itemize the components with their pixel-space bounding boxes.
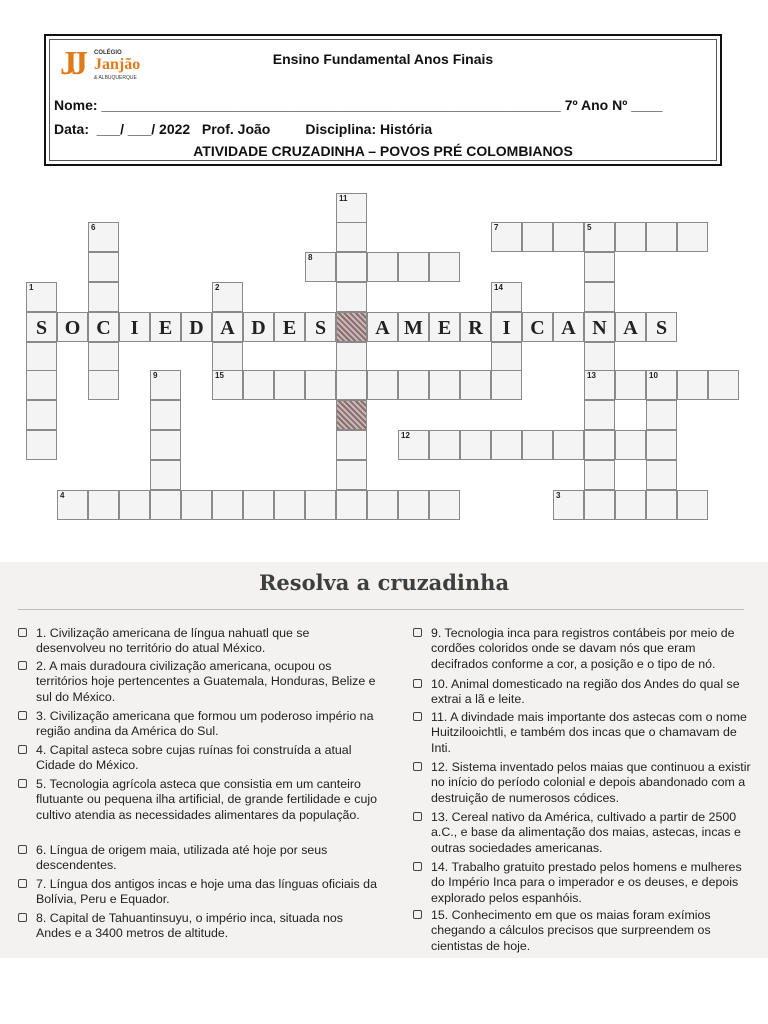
crossword-cell[interactable] — [491, 370, 522, 400]
crossword-cell[interactable] — [305, 370, 336, 400]
crossword-cell[interactable] — [119, 312, 150, 342]
checkbox-icon[interactable] — [18, 661, 27, 670]
crossword-cell[interactable] — [88, 222, 119, 252]
checkbox-icon[interactable] — [413, 712, 422, 721]
crossword-cell[interactable] — [615, 430, 646, 460]
phrase-letter: A — [623, 317, 638, 339]
crossword-cell[interactable] — [429, 490, 460, 520]
checkbox-icon[interactable] — [413, 628, 422, 637]
clues-panel — [0, 562, 768, 958]
crossword-cell[interactable] — [429, 252, 460, 282]
crossword-cell[interactable] — [150, 370, 181, 400]
clue-item[interactable]: 5. Tecnologia agrícola asteca que consistia em um canteiro flutuante ou pequena ilha artificial, de grande fertilidade e cujo cultivo atendia as necessidades alimentares da população. — [18, 777, 378, 823]
crossword-cell[interactable] — [367, 312, 398, 342]
crossword-cell[interactable] — [677, 370, 708, 400]
clue-item[interactable]: 1. Civilização americana de língua nahuatl que se desenvolveu no território do atual México. — [18, 626, 378, 657]
crossword-cell[interactable] — [553, 222, 584, 252]
crossword-cell[interactable] — [553, 430, 584, 460]
crossword-cell[interactable] — [429, 312, 460, 342]
clue-number: 14 — [494, 283, 503, 292]
crossword-cell[interactable] — [305, 490, 336, 520]
phrase-letter: M — [404, 317, 423, 339]
crossword-cell[interactable] — [584, 282, 615, 312]
phrase-letter: R — [468, 317, 483, 339]
clue-item[interactable]: 10. Animal domesticado na região dos Andes do qual se extrai a lã e leite. — [413, 677, 753, 708]
crossword-cell[interactable] — [26, 430, 57, 460]
crossword-cell[interactable] — [57, 312, 88, 342]
crossword-cell[interactable] — [336, 370, 367, 400]
crossword-cell[interactable] — [615, 370, 646, 400]
crossword-cell[interactable] — [398, 370, 429, 400]
crossword-cell[interactable] — [243, 312, 274, 342]
logo-school-name: Janjão — [94, 56, 141, 73]
clue-item[interactable]: 7. Língua dos antigos incas e hoje uma das línguas oficiais da Bolívia, Peru e Equador. — [18, 877, 378, 908]
phrase-letter: C — [530, 317, 545, 339]
checkbox-icon[interactable] — [18, 711, 27, 720]
crossword-cell[interactable] — [274, 312, 305, 342]
blocked-cell — [336, 400, 367, 430]
phrase-letter: O — [64, 317, 81, 339]
logo-small-top: COLÉGIO — [94, 50, 122, 56]
clue-number: 10 — [649, 371, 658, 380]
crossword-cell[interactable] — [150, 490, 181, 520]
crossword-cell[interactable] — [584, 460, 615, 490]
crossword-cell[interactable] — [677, 222, 708, 252]
crossword-cell[interactable] — [88, 252, 119, 282]
phrase-letter: S — [314, 317, 327, 339]
clues-divider — [18, 609, 744, 610]
phrase-letter: A — [375, 317, 390, 339]
crossword-cell[interactable] — [491, 312, 522, 342]
phrase-letter: E — [158, 317, 173, 339]
crossword-cell[interactable] — [646, 222, 677, 252]
crossword-cell[interactable] — [398, 490, 429, 520]
checkbox-icon[interactable] — [413, 910, 422, 919]
crossword-cell[interactable] — [119, 490, 150, 520]
crossword-cell[interactable] — [367, 490, 398, 520]
crossword-cell[interactable] — [677, 490, 708, 520]
crossword-cell[interactable] — [88, 282, 119, 312]
crossword-cell[interactable] — [88, 490, 119, 520]
crossword-cell[interactable] — [615, 222, 646, 252]
crossword-cell[interactable] — [336, 222, 367, 252]
checkbox-icon[interactable] — [18, 913, 27, 922]
crossword-cell[interactable] — [584, 312, 615, 342]
crossword-cell[interactable] — [57, 490, 88, 520]
school-level: Ensino Fundamental Anos Finais — [272, 51, 494, 67]
crossword-cell[interactable] — [243, 370, 274, 400]
clue-number: 15 — [215, 371, 224, 380]
crossword-cell[interactable] — [367, 252, 398, 282]
clue-number: 5 — [587, 223, 592, 232]
crossword-cell[interactable] — [274, 370, 305, 400]
clues-title: Resolva a cruzadinha — [258, 570, 510, 595]
phrase-letter: I — [130, 317, 139, 339]
crossword-cell[interactable] — [646, 312, 677, 342]
clue-number: 13 — [587, 371, 596, 380]
clue-item[interactable]: 13. Cereal nativo da América, cultivado a partir de 2500 a.C., e base da alimentação dos maias, astecas, incas e outras sociedades americanas. — [413, 810, 753, 856]
crossword-cell[interactable] — [584, 430, 615, 460]
checkbox-icon[interactable] — [18, 745, 27, 754]
crossword-cell[interactable] — [491, 430, 522, 460]
clue-item[interactable]: 9. Tecnologia inca para registros contábeis por meio de cordões coloridos onde se davam nós que eram decifrados conforme a cor, a posição e o tipo de nó. — [413, 626, 753, 672]
crossword-cell[interactable] — [522, 430, 553, 460]
phrase-letter: S — [35, 317, 48, 339]
crossword-cell[interactable] — [491, 222, 522, 252]
crossword-cell[interactable] — [398, 312, 429, 342]
checkbox-icon[interactable] — [18, 628, 27, 637]
crossword-cell[interactable] — [150, 430, 181, 460]
crossword-cell[interactable] — [553, 490, 584, 520]
checkbox-icon[interactable] — [413, 679, 422, 688]
phrase-letter: N — [592, 317, 607, 339]
crossword-cell[interactable] — [491, 342, 522, 372]
crossword-cell[interactable] — [398, 430, 429, 460]
crossword-cell[interactable] — [584, 370, 615, 400]
phrase-letter: I — [502, 317, 511, 339]
crossword-cell[interactable] — [26, 400, 57, 430]
crossword-cell[interactable] — [26, 312, 57, 342]
crossword-cell[interactable] — [212, 312, 243, 342]
crossword-cell[interactable] — [274, 490, 305, 520]
crossword-cell[interactable] — [522, 312, 553, 342]
crossword-cell[interactable] — [460, 312, 491, 342]
clue-item[interactable]: 6. Língua de origem maia, utilizada até hoje por seus descendentes. — [18, 843, 378, 874]
date-teacher-subject-line[interactable]: Data: ___/ ___/ 2022 Prof. João Disciplina: História — [54, 121, 433, 137]
crossword-cell[interactable] — [336, 430, 367, 460]
clue-number: 9 — [153, 371, 158, 380]
crossword-cell[interactable] — [460, 430, 491, 460]
crossword-cell[interactable] — [584, 252, 615, 282]
crossword-cell[interactable] — [88, 312, 119, 342]
clue-number: 7 — [494, 223, 499, 232]
crossword-cell[interactable] — [429, 430, 460, 460]
crossword-cell[interactable] — [491, 282, 522, 312]
crossword-cell[interactable] — [615, 490, 646, 520]
crossword-cell[interactable] — [150, 400, 181, 430]
crossword-cell[interactable] — [336, 460, 367, 490]
crossword-cell[interactable] — [26, 342, 57, 372]
clue-item[interactable]: 3. Civilização americana que formou um poderoso império na região andina da América do Sul. — [18, 709, 378, 740]
crossword-cell[interactable] — [305, 312, 336, 342]
crossword-cell[interactable] — [646, 460, 677, 490]
crossword-cell[interactable] — [336, 490, 367, 520]
phrase-letter: E — [437, 317, 452, 339]
crossword-cell[interactable] — [460, 370, 491, 400]
crossword-cell[interactable] — [646, 490, 677, 520]
crossword-cell[interactable] — [584, 400, 615, 430]
clue-number: 12 — [401, 431, 410, 440]
crossword-cell[interactable] — [429, 370, 460, 400]
crossword-cell[interactable] — [212, 282, 243, 312]
crossword-cell[interactable] — [336, 282, 367, 312]
crossword-cell[interactable] — [584, 490, 615, 520]
crossword-cell[interactable] — [336, 342, 367, 372]
crossword-cell[interactable] — [305, 252, 336, 282]
clue-number: 2 — [215, 283, 220, 292]
crossword-cell[interactable] — [522, 222, 553, 252]
crossword-cell[interactable] — [88, 370, 119, 400]
crossword-cell[interactable] — [398, 252, 429, 282]
phrase-letter: E — [282, 317, 297, 339]
crossword-cell[interactable] — [150, 312, 181, 342]
crossword-cell[interactable] — [181, 490, 212, 520]
crossword-cell[interactable] — [26, 282, 57, 312]
activity-title: ATIVIDADE CRUZADINHA – POVOS PRÉ COLOMBIANOS — [193, 143, 573, 159]
phrase-letter: D — [189, 317, 204, 339]
checkbox-icon[interactable] — [18, 879, 27, 888]
clue-item[interactable]: 15. Conhecimento em que os maias foram exímios chegando a cálculos precisos que surpreendem os cientistas de hoje. — [413, 908, 753, 954]
checkbox-icon[interactable] — [413, 812, 422, 821]
phrase-letter: S — [655, 317, 668, 339]
crossword-cell[interactable] — [212, 342, 243, 372]
crossword-cell[interactable] — [150, 460, 181, 490]
crossword-cell[interactable] — [212, 370, 243, 400]
clue-number: 3 — [556, 491, 561, 500]
crossword-cell[interactable] — [646, 430, 677, 460]
crossword-cell[interactable] — [367, 370, 398, 400]
clue-item[interactable]: 14. Trabalho gratuito prestado pelos homens e mulheres do Império Inca para o imperador e os deuses, e depois explorado pelos espanhóis. — [413, 860, 753, 906]
crossword-cell[interactable] — [181, 312, 212, 342]
logo-small-bottom: & ALBUQUERQUE — [94, 75, 137, 81]
clue-number: 6 — [91, 223, 96, 232]
checkbox-icon[interactable] — [18, 779, 27, 788]
crossword-cell[interactable] — [243, 490, 274, 520]
crossword-cell[interactable] — [553, 312, 584, 342]
crossword-cell[interactable] — [336, 193, 367, 223]
clue-number: 4 — [60, 491, 65, 500]
blocked-cell — [336, 312, 367, 342]
clue-number: 11 — [339, 194, 348, 203]
phrase-letter: A — [220, 317, 235, 339]
checkbox-icon[interactable] — [413, 762, 422, 771]
phrase-letter: A — [561, 317, 576, 339]
clue-number: 8 — [308, 253, 313, 262]
clue-item[interactable]: 2. A mais duradoura civilização americana, ocupou os territórios hoje pertencentes a Guatemala, Honduras, Belize e sul do México. — [18, 659, 378, 705]
checkbox-icon[interactable] — [413, 862, 422, 871]
crossword-cell[interactable] — [584, 222, 615, 252]
crossword-cell[interactable] — [708, 370, 739, 400]
crossword-cell[interactable] — [646, 400, 677, 430]
clue-item[interactable]: 11. A divindade mais importante dos astecas com o nome Huitzilooichtli, e também dos incas que o chamavam de Inti. — [413, 710, 753, 756]
clue-item[interactable]: 12. Sistema inventado pelos maias que continuou a existir no início do período colonial e depois abandonado com a destruição de numerosos códices. — [413, 760, 753, 806]
crossword-cell[interactable] — [584, 342, 615, 372]
checkbox-icon[interactable] — [18, 845, 27, 854]
clue-item[interactable]: 8. Capital de Tahuantinsuyu, o império inca, situada nos Andes e a 3400 metros de altitude. — [18, 911, 378, 942]
phrase-letter: C — [96, 317, 111, 339]
crossword-cell[interactable] — [212, 490, 243, 520]
crossword-cell[interactable] — [646, 370, 677, 400]
crossword-cell[interactable] — [615, 312, 646, 342]
crossword-cell[interactable] — [88, 342, 119, 372]
crossword-cell[interactable] — [26, 370, 57, 400]
logo-jj-mark: JJ — [60, 45, 82, 82]
clue-item[interactable]: 4. Capital asteca sobre cujas ruínas foi construída a atual Cidade do México. — [18, 743, 378, 774]
phrase-letter: D — [251, 317, 266, 339]
clue-number: 1 — [29, 283, 34, 292]
name-field-line[interactable]: Nome: ___________________________________________________________ 7º Ano Nº ____ — [54, 97, 663, 113]
crossword-cell[interactable] — [336, 252, 367, 282]
